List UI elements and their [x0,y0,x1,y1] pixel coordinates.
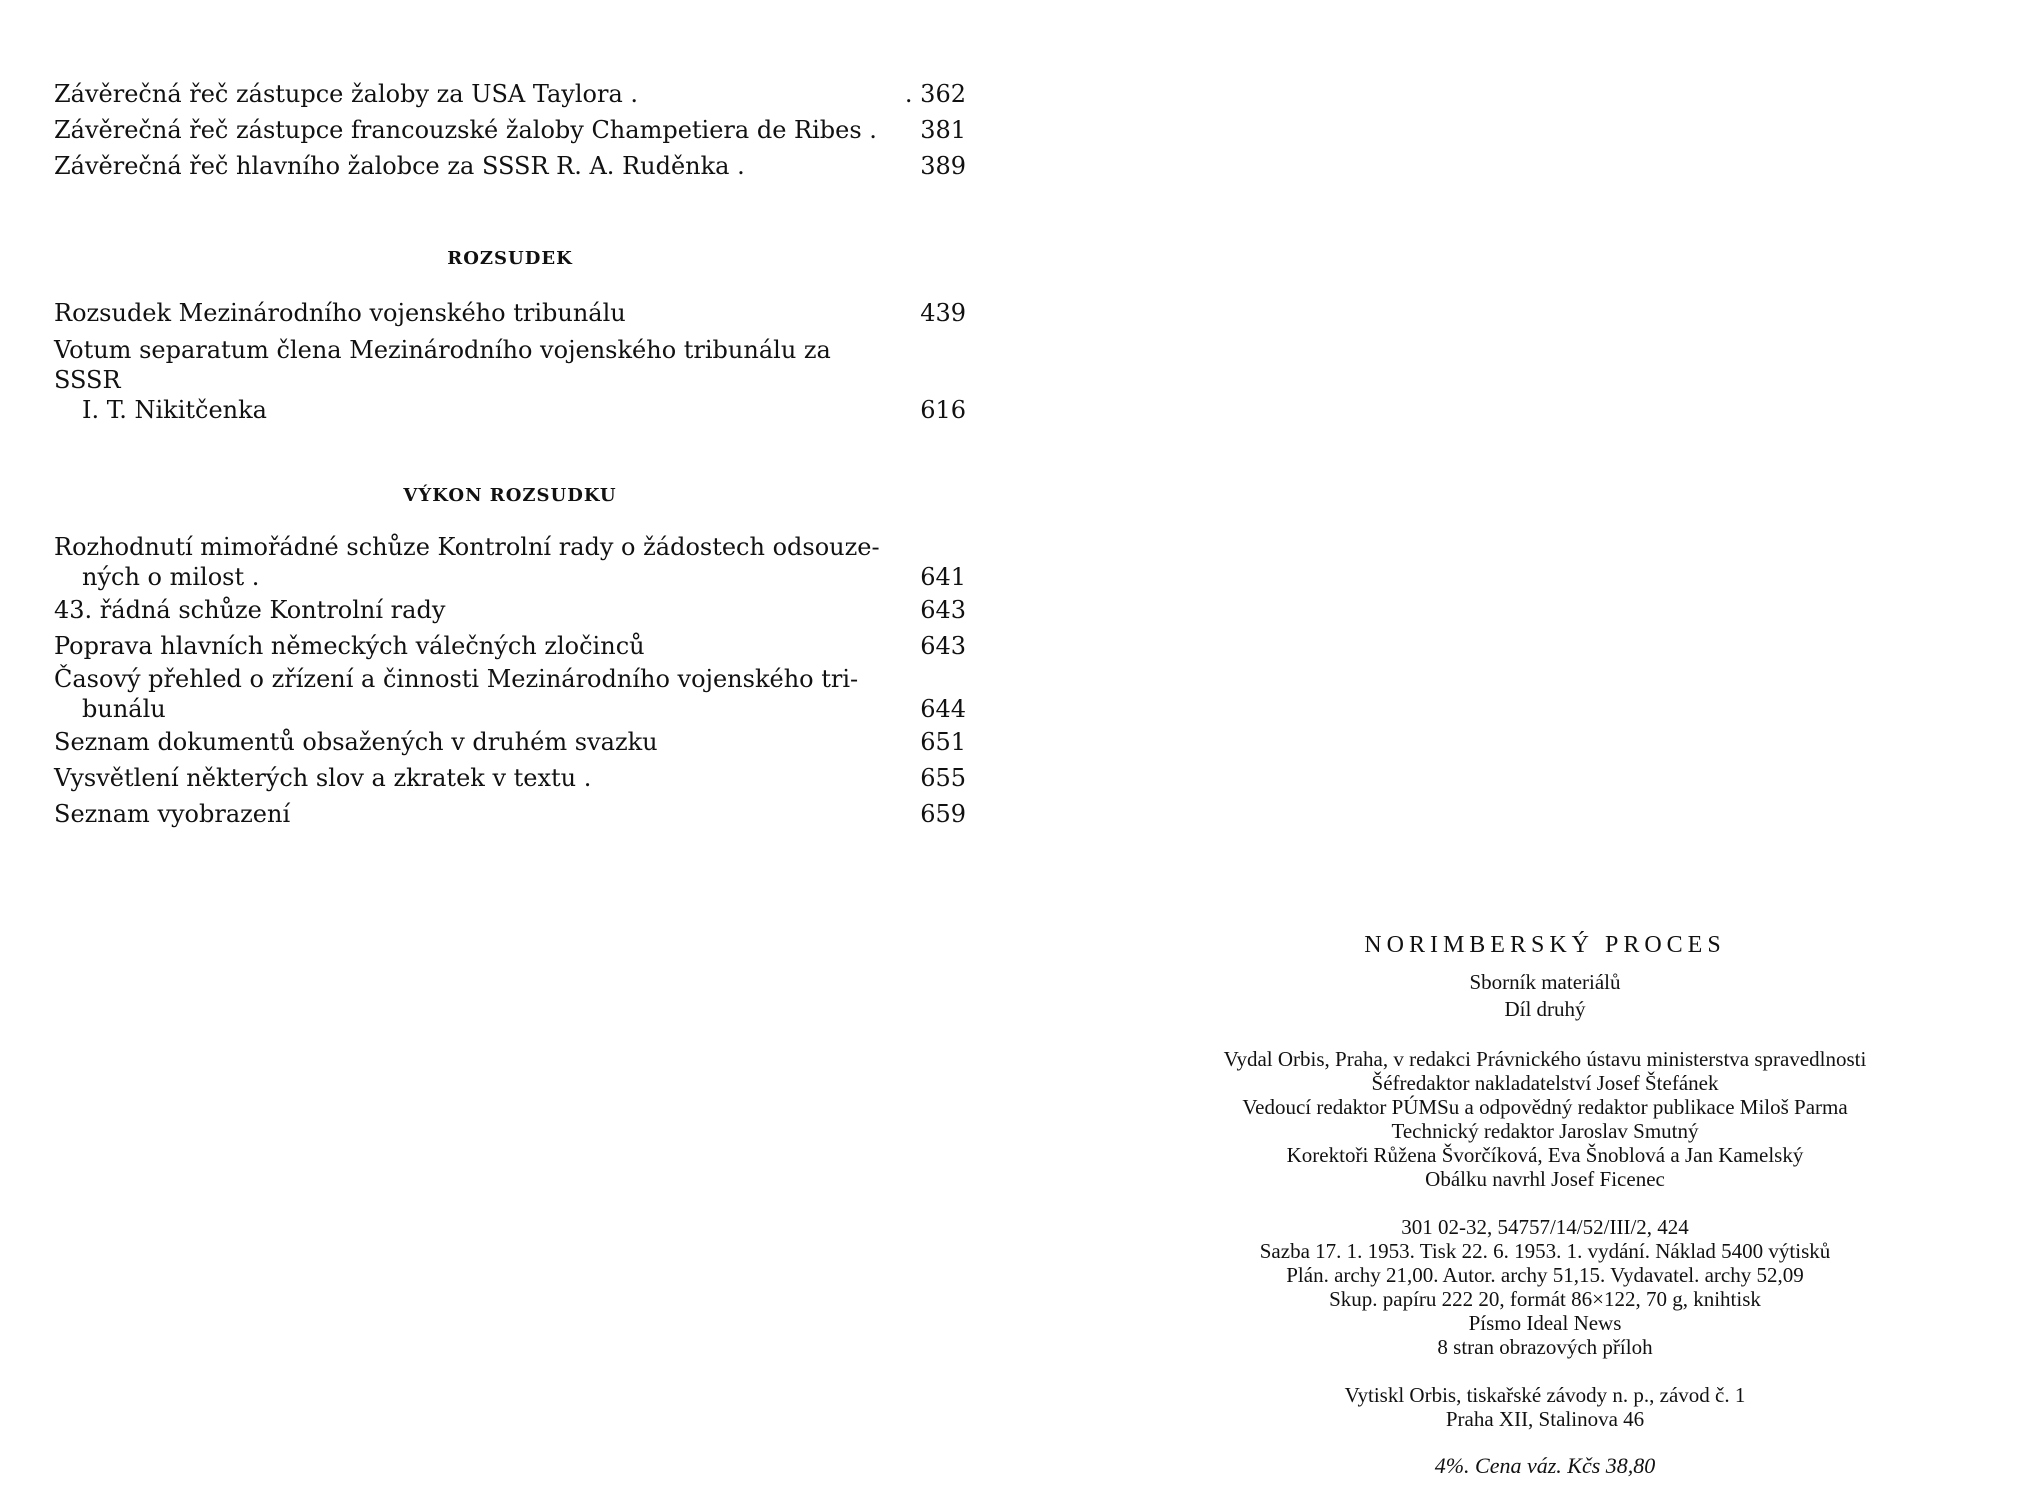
colophon-line: Praha XII, Stalinova 46 [1445,1407,1645,1431]
list-item [54,532,966,592]
section-heading-vykon-rozsudku: VÝKON ROZSUDKU [403,485,617,506]
entry-page: 381 [920,116,966,144]
colophon-line: Vedoucí redaktor PÚMSu a odpovědný redaktor publikace Miloš Parma [1242,1095,1848,1119]
entry-title: Závěrečná řeč zástupce žaloby za USA Taylora . [54,80,639,108]
colophon-line: Skup. papíru 222 20, formát 86×122, 70 g, knihtisk [1329,1287,1761,1311]
entry-title: 43. řádná schůze Kontrolní rady [54,596,446,624]
toc-top-entries [54,76,966,184]
list-item [54,335,966,425]
entry-title-continued: ných o milost . [82,563,260,591]
colophon-line: Šéfredaktor nakladatelství Josef Štefánek [1371,1071,1719,1095]
entry-title: Seznam dokumentů obsažených v druhém svazku [54,728,658,756]
entry-page: 643 [920,632,966,660]
list-item [54,664,966,724]
entry-title: Časový přehled o zřízení a činnosti Mezinárodního vojenského tri- [54,665,859,693]
entry-page: 389 [920,152,966,180]
colophon-line: Vytiskl Orbis, tiskařské závody n. p., závod č. 1 [1344,1383,1746,1407]
toc-rozsudek-entries [54,295,966,425]
entry-title: Závěrečná řeč hlavního žalobce za SSSR R. A. Ruděnka . [54,152,745,180]
entry-page: . 362 [904,80,966,108]
list-item [54,112,966,148]
colophon-line: Vydal Orbis, Praha, v redakci Právnického ústavu ministerstva spravedlnosti [1223,1047,1867,1071]
colophon-staff [1120,1047,1970,1191]
entry-page: 651 [920,728,966,756]
list-item [54,628,966,664]
colophon-line: Obálku navrhl Josef Ficenec [1425,1167,1665,1191]
entry-title: Poprava hlavních německých válečných zločinců [54,632,645,660]
colophon-line: Písmo Ideal News [1468,1311,1622,1335]
entry-title: Rozhodnutí mimořádné schůze Kontrolní rady o žádostech odsouze- [54,533,880,561]
entry-page: 643 [920,596,966,624]
entry-title: Rozsudek Mezinárodního vojenského tribunálu [54,299,626,327]
list-item [54,592,966,628]
entry-page: 439 [920,299,966,327]
colophon-line: Sazba 17. 1. 1953. Tisk 22. 6. 1953. 1. vydání. Náklad 5400 výtisků [1259,1239,1831,1263]
entry-title-continued: I. T. Nikitčenka [82,396,267,424]
entry-page: 616 [920,396,966,424]
toc-vykon-entries [54,532,966,832]
entry-title: Votum separatum člena Mezinárodního vojenského tribunálu za SSSR [54,336,831,394]
list-item [54,724,966,760]
list-item [54,76,966,112]
list-item [54,295,966,331]
price-line: 4%. Cena váz. Kčs 38,80 [1434,1453,1656,1478]
entry-page: 655 [920,764,966,792]
colophon-line: Technický redaktor Jaroslav Smutný [1391,1119,1699,1143]
colophon-line: 8 stran obrazových příloh [1437,1335,1653,1359]
colophon-print-details [1120,1215,1970,1359]
entry-title: Vysvětlení některých slov a zkratek v textu . [54,764,592,792]
colophon [1120,932,1970,1479]
colophon-printer [1120,1383,1970,1431]
section-heading-rozsudek: ROZSUDEK [447,248,573,269]
entry-page: 641 [920,563,966,591]
entry-title-continued: bunálu [82,695,166,723]
book-subtitle: Sborník materiálů [1469,970,1621,994]
list-item [54,796,966,832]
colophon-line: 301 02-32, 54757/14/52/III/2, 424 [1401,1215,1689,1239]
colophon-line: Plán. archy 21,00. Autor. archy 51,15. Vydavatel. archy 52,09 [1286,1263,1804,1287]
entry-page: 644 [920,695,966,723]
table-of-contents [54,76,966,832]
book-title: NORIMBERSKÝ PROCES [1364,932,1726,958]
list-item [54,760,966,796]
entry-title: Seznam vyobrazení [54,800,291,828]
entry-title: Závěrečná řeč zástupce francouzské žaloby Champetiera de Ribes . [54,116,877,144]
list-item [54,148,966,184]
entry-page: 659 [920,800,966,828]
colophon-line: Korektoři Růžena Švorčíková, Eva Šnoblová a Jan Kamelský [1286,1143,1804,1167]
book-volume: Díl druhý [1504,997,1586,1021]
